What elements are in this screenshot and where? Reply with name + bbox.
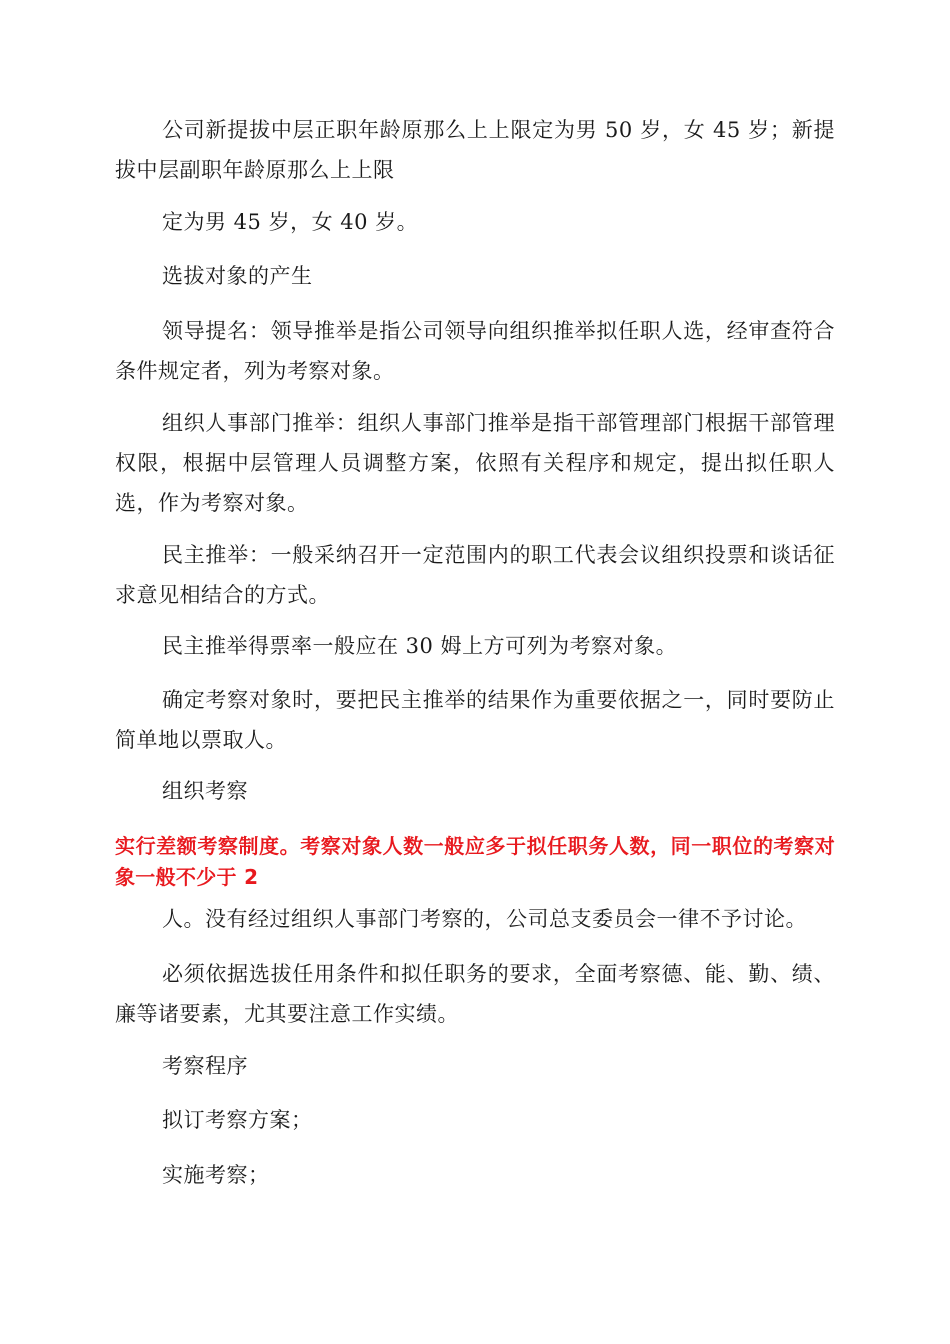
list-item-draft-plan: 拟订考察方案；: [162, 1108, 313, 1132]
paragraph-determine-candidates: 确定考察对象时，要把民主推举的结果作为重要依据之一，同时要防止简单地以票取人。: [115, 688, 835, 752]
paragraph-democratic-recommendation: 民主推举：一般采纳召开一定范围内的职工代表会议组织投票和谈话征求意见相结合的方式。: [115, 543, 835, 607]
highlighted-paragraph-differential-inspection: 实行差额考察制度。考察对象人数一般应多于拟任职务人数，同一职位的考察对象一般不少于 2: [115, 834, 835, 889]
list-item-implement-inspection: 实施考察；: [162, 1163, 270, 1187]
paragraph-no-discussion-without-inspection: 人。没有经过组织人事部门考察的，公司总支委员会一律不予讨论。: [162, 907, 807, 931]
heading-organizational-inspection: 组织考察: [162, 779, 248, 803]
paragraph-comprehensive-inspection: 必须依据选拔任用条件和拟任职务的要求，全面考察德、能、勤、绩、廉等诸要素，尤其要注意工作实绩。: [115, 962, 835, 1026]
paragraph-hr-recommendation: 组织人事部门推举：组织人事部门推举是指干部管理部门根据干部管理权限，根据中层管理人员调整方案，依照有关程序和规定，提出拟任职人选，作为考察对象。: [115, 411, 835, 515]
heading-inspection-procedure: 考察程序: [162, 1054, 248, 1078]
paragraph-age-limit: 公司新提拔中层正职年龄原那么上上限定为男 50 岁，女 45 岁；新提拔中层副职年龄原那么上上限: [115, 118, 835, 182]
paragraph-leader-nomination: 领导提名：领导推举是指公司领导向组织推举拟任职人选，经审查符合条件规定者，列为考察对象。: [115, 319, 835, 383]
heading-candidate-generation: 选拔对象的产生: [162, 264, 313, 288]
paragraph-age-limit-continued: 定为男 45 岁，女 40 岁。: [162, 210, 419, 234]
paragraph-vote-rate: 民主推举得票率一般应在 30 姆上方可列为考察对象。: [162, 634, 678, 658]
